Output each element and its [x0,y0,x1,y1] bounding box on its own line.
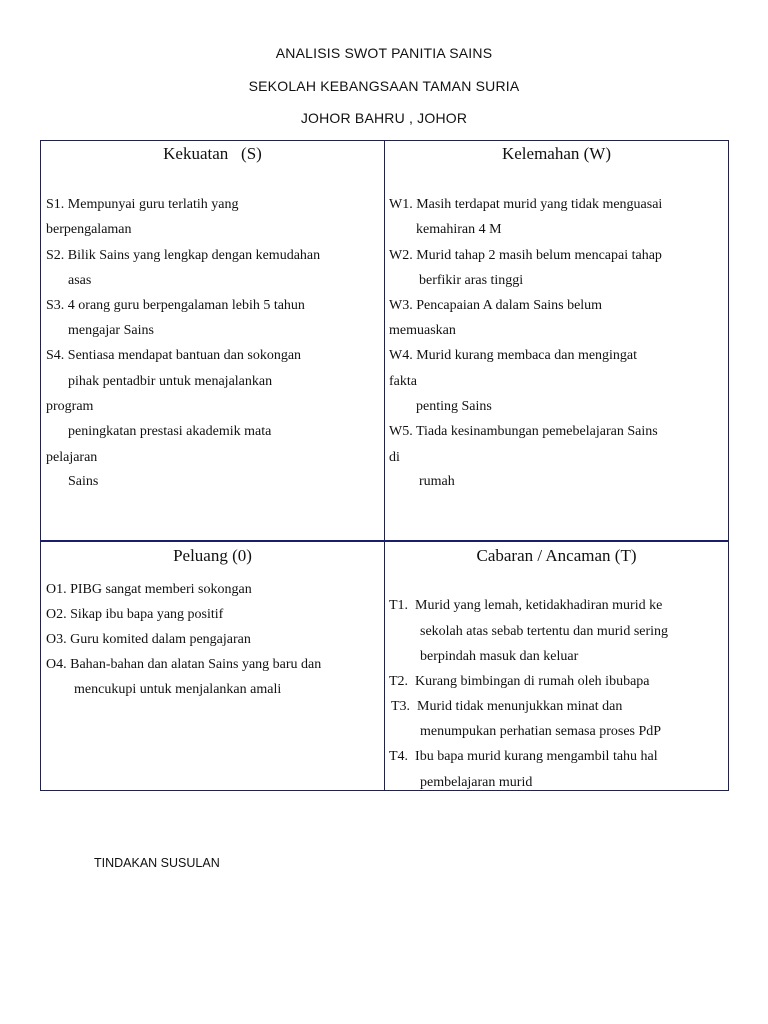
opportunity-line: O1. PIBG sangat memberi sokongan [46,582,252,597]
threat-line: T4. Ibu bapa murid kurang mengambil tahu hal [389,749,658,764]
row-divider [41,540,728,542]
strength-line: S4. Sentiasa mendapat bantuan dan sokongan [46,348,302,363]
threat-line: T2. Kurang bimbingan di rumah oleh ibubapa [389,674,650,689]
weakness-line: memuaskan [389,323,456,338]
column-divider [384,141,385,790]
strength-line: berpengalaman [46,222,132,237]
school-name: SEKOLAH KEBANGSAAN TAMAN SURIA [248,78,520,94]
strength-line: S3. 4 orang guru berpengalaman lebih 5 tahun [46,298,305,313]
opportunity-line: O3. Guru komited dalam pengajaran [46,632,251,647]
strength-line: S2. Bilik Sains yang lengkap dengan kemudahan [46,248,321,263]
threats-heading: Cabaran / Ancaman (T) [476,546,637,565]
strength-line: peningkatan prestasi akademik mata [68,424,272,439]
threat-line: T1. Murid yang lemah, ketidakhadiran murid ke [389,598,663,613]
strength-line: pihak pentadbir untuk menajalankan [68,374,273,389]
school-location: JOHOR BAHRU , JOHOR [300,110,468,126]
swot-table [40,140,729,791]
weakness-line: W4. Murid kurang membaca dan mengingat [389,348,638,363]
weakness-line: fakta [389,374,417,389]
opportunity-line: O4. Bahan-bahan dan alatan Sains yang baru dan [46,657,322,672]
weakness-line: rumah [419,474,455,489]
weakness-line: W3. Pencapaian A dalam Sains belum [389,298,603,313]
strength-line: asas [68,273,92,288]
threat-line: pembelajaran murid [420,775,533,790]
weakness-line: kemahiran 4 M [416,222,502,237]
weakness-line: W1. Masih terdapat murid yang tidak menguasai [389,197,663,212]
weakness-line: di [389,450,400,465]
opportunity-line: mencukupi untuk menjalankan amali [74,682,282,697]
strength-line: S1. Mempunyai guru terlatih yang [46,197,239,212]
threat-line: sekolah atas sebab tertentu dan murid sering [420,624,669,639]
strength-line: program [46,399,94,414]
strength-line: mengajar Sains [68,323,154,338]
weakness-line: W2. Murid tahap 2 masih belum mencapai tahap [389,248,662,263]
weakness-line: berfikir aras tinggi [419,273,524,288]
strengths-heading: Kekuatan (S) [163,144,262,163]
weaknesses-heading: Kelemahan (W) [501,144,612,163]
opportunities-heading: Peluang (0) [173,546,252,565]
follow-up-heading: TINDAKAN SUSULAN [94,856,220,870]
opportunity-line: O2. Sikap ibu bapa yang positif [46,607,224,622]
strength-line: Sains [68,474,99,489]
strength-line: pelajaran [46,450,98,465]
threat-line: berpindah masuk dan keluar [420,649,579,664]
document-title: ANALISIS SWOT PANITIA SAINS [275,45,493,61]
threat-line: T3. Murid tidak menunjukkan minat dan [391,699,623,714]
weakness-line: penting Sains [416,399,492,414]
weakness-line: W5. Tiada kesinambungan pemebelajaran Sains [389,424,658,439]
threat-line: menumpukan perhatian semasa proses PdP [420,724,662,739]
